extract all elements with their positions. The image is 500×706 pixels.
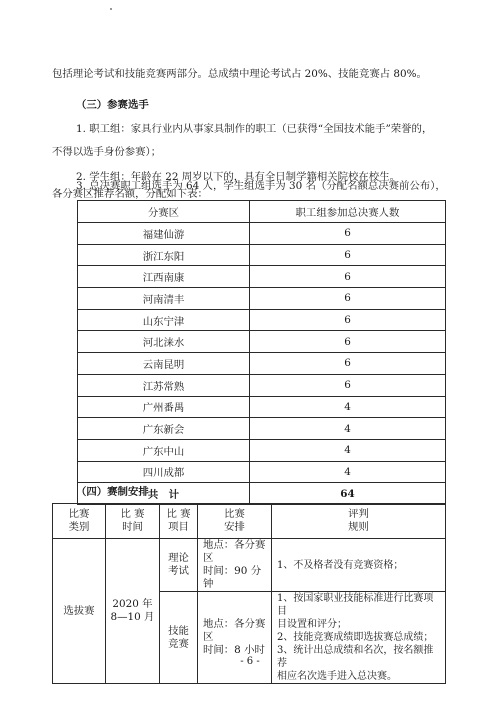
region-count: 4 bbox=[250, 461, 446, 483]
page-number: - 6 - bbox=[240, 656, 260, 667]
table-row bbox=[53, 539, 446, 592]
item-cell: 理论 考试 bbox=[160, 539, 198, 592]
header-arrangement: 比赛 安排 bbox=[198, 504, 272, 539]
item-1-line-1: 1. 职工组：家具行业内从事家具制作的职工（已获得“全国技术能手”荣誉的， bbox=[76, 123, 433, 135]
region-count: 4 bbox=[250, 418, 446, 440]
time-cell: 2020 年 8—10 月 bbox=[106, 539, 160, 684]
header-region: 分赛区 bbox=[78, 201, 250, 223]
region-name: 广东新会 bbox=[78, 418, 250, 440]
region-name: 山东宁津 bbox=[78, 309, 250, 331]
table-row bbox=[78, 461, 446, 483]
item-3-line-1: 3. 总决赛职工组选手为 64 人，学生组选手为 30 名（分配名额总决赛前公布）， bbox=[76, 180, 446, 192]
region-name: 广东中山 bbox=[78, 439, 250, 461]
region-name: 江西南康 bbox=[78, 266, 250, 288]
region-name: 河南清丰 bbox=[78, 288, 250, 310]
header-rules: 评判 规则 bbox=[272, 504, 446, 539]
rules-cell: 1、按国家职业技能标准进行比赛项目 目设置和评分； 2、技能竞赛成绩即选拔赛总成绩； 3、统计出总成绩和名次，按名额推荐 相应名次选手进入总决赛。 bbox=[272, 592, 446, 684]
region-count: 6 bbox=[250, 353, 446, 375]
table-row bbox=[78, 439, 446, 461]
region-name: 广州番禺 bbox=[78, 396, 250, 418]
table-row bbox=[78, 353, 446, 375]
scan-speck bbox=[110, 8, 112, 10]
arrangement-cell: 地点：各分赛区 时间：8 小时 bbox=[198, 592, 272, 684]
section-heading-participants: （三）参赛选手 bbox=[76, 99, 149, 111]
region-count: 4 bbox=[250, 396, 446, 418]
item-1-line-2: 不得以选手身份参赛）； bbox=[52, 146, 162, 158]
section-heading-schedule: （四）赛制安排 bbox=[76, 486, 149, 498]
table-row bbox=[78, 418, 446, 440]
region-name: 四川成都 bbox=[78, 461, 250, 483]
table-row bbox=[78, 331, 446, 353]
region-count: 6 bbox=[250, 266, 446, 288]
item-cell: 技能 竞赛 bbox=[160, 592, 198, 684]
header-item: 比 赛 项目 bbox=[160, 504, 198, 539]
rules-cell: 1、不及格者没有竞赛资格； bbox=[272, 539, 446, 592]
region-name: 河北涞水 bbox=[78, 331, 250, 353]
region-count: 4 bbox=[250, 439, 446, 461]
total-value: 64 bbox=[250, 483, 446, 505]
region-count: 6 bbox=[250, 331, 446, 353]
header-time: 比 赛 时间 bbox=[106, 504, 160, 539]
region-name: 云南昆明 bbox=[78, 353, 250, 375]
table-row bbox=[78, 244, 446, 266]
item-2: 2. 学生组：年龄在 22 周岁以下的，具有全日制学籍相关院校在校生。 bbox=[76, 171, 400, 183]
table-row bbox=[78, 374, 446, 396]
region-name: 浙江东阳 bbox=[78, 244, 250, 266]
table-row bbox=[78, 266, 446, 288]
header-category: 比赛 类别 bbox=[53, 504, 106, 539]
table-row bbox=[78, 396, 446, 418]
table-row bbox=[78, 288, 446, 310]
category-cell: 选拔赛 bbox=[53, 539, 106, 684]
table-row bbox=[78, 309, 446, 331]
table-row bbox=[78, 223, 446, 245]
total-label: 共 计 bbox=[78, 483, 250, 505]
region-count: 6 bbox=[250, 309, 446, 331]
paragraph-line-1: 包括理论考试和技能竞赛两部分。总成绩中理论考试占 20%、技能竞赛占 80%。 bbox=[52, 68, 427, 80]
item-3-line-2: 各分赛区推荐名额，分配如下表： bbox=[52, 188, 208, 200]
region-count: 6 bbox=[250, 244, 446, 266]
region-name: 福建仙游 bbox=[78, 223, 250, 245]
region-count: 6 bbox=[250, 374, 446, 396]
region-name: 江苏常熟 bbox=[78, 374, 250, 396]
header-worker-count: 职工组参加总决赛人数 bbox=[250, 201, 446, 223]
arrangement-cell: 地点：各分赛区 时间：90 分钟 bbox=[198, 539, 272, 592]
region-count: 6 bbox=[250, 223, 446, 245]
region-count: 6 bbox=[250, 288, 446, 310]
quota-allocation-table bbox=[77, 200, 446, 505]
